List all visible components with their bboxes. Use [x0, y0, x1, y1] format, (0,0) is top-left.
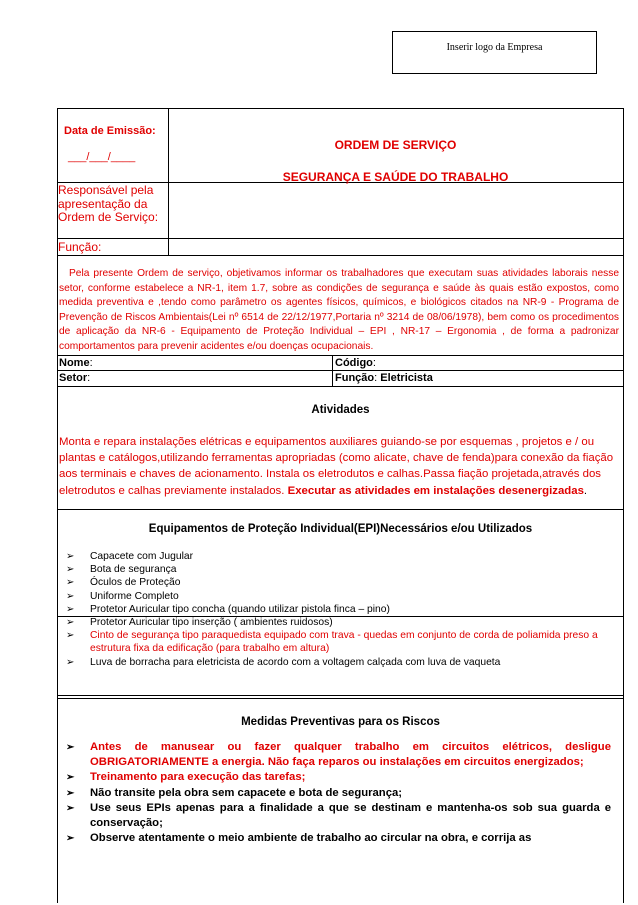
- epi-section: [58, 509, 623, 696]
- medida-item-text: Observe atentamente o meio ambiente de trabalho ao circular na obra, e corrija as: [90, 832, 532, 845]
- epi-item-text: Cinto de segurança tipo paraquedista equipado com trava - quedas em conjunto de corda de poliamida preso a estrutura fixa da edificação (para trabalho em altura): [90, 630, 598, 655]
- atividades-end: .: [583, 484, 588, 497]
- logo-placeholder: [392, 31, 597, 74]
- responsavel-label: Responsável pela apresentação da Ordem de Serviço:: [58, 183, 159, 224]
- arrow-bullet-icon: ➢: [66, 603, 75, 615]
- funcao-label: Função:: [58, 240, 102, 254]
- arrow-bullet-icon: ➢: [66, 630, 75, 642]
- arrow-bullet-icon: ➢: [66, 564, 75, 576]
- medida-item: [66, 786, 611, 801]
- medida-item: [66, 740, 611, 770]
- epi-item-text: Protetor Auricular tipo inserção ( ambientes ruidosos): [90, 617, 333, 629]
- arrow-bullet-icon: ➢: [66, 551, 75, 562]
- medida-item-text: Treinamento para execução das tarefas;: [90, 771, 306, 784]
- codigo-field: Código:: [335, 357, 376, 369]
- epi-list: [66, 550, 611, 669]
- setor-row: [58, 371, 623, 387]
- epi-item-text: Óculos de Proteção: [90, 577, 181, 589]
- medida-item-text: Use seus EPIs apenas para a finalidade a que se destinam e mantenha-os sob sua guarda e conservação;: [90, 801, 611, 830]
- epi-item: [66, 576, 611, 589]
- responsavel-row: [58, 183, 623, 239]
- arrow-bullet-icon: ➢: [66, 590, 75, 602]
- arrow-bullet-icon: ➢: [66, 617, 75, 629]
- funcao-field: Função: Eletricista: [335, 372, 433, 384]
- arrow-bullet-icon: ➢: [66, 656, 75, 668]
- atividades-warning: Executar as atividades em instalações desenergizadas: [287, 484, 584, 497]
- date-label: Data de Emissão:: [64, 125, 156, 137]
- atividades-description: Monta e repara instalações elétricas e equipamentos auxiliares guiando-se por esquemas , projetos e / ou plantas e catálogos,utilizando ferramentas apropriadas (como alicate, chave de fenda)para conexão da fiação aos terminais e chaves de acionamento. Instala os eletrodutos e calhas.Passa fiação projetada,através dos eletrodutos e calhas previamente instalados.: [59, 436, 614, 497]
- codigo-label: Código: [335, 357, 373, 369]
- arrow-bullet-icon: ➢: [66, 772, 75, 784]
- date-value: ___/___/____: [68, 151, 136, 163]
- nome-field: Nome:: [59, 357, 93, 369]
- epi-heading: Equipamentos de Proteção Individual(EPI)Necessários e/ou Utilizados: [148, 523, 533, 535]
- medidas-list: [66, 740, 611, 846]
- atividades-text: [59, 434, 619, 499]
- medida-item: [66, 770, 611, 785]
- service-order-form: [57, 108, 624, 903]
- nome-row: [58, 356, 623, 371]
- epi-item: [66, 656, 611, 669]
- logo-placeholder-text: Inserir logo da Empresa: [446, 42, 543, 53]
- funcao-row: [58, 239, 623, 256]
- atividades-heading: Atividades: [311, 404, 370, 416]
- epi-item: [66, 550, 611, 563]
- arrow-bullet-icon: ➢: [66, 742, 75, 753]
- header-row: [58, 109, 623, 183]
- epi-item-text: Protetor Auricular tipo concha (quando utilizar pistola finca – pino): [90, 603, 390, 615]
- intro-row: [58, 256, 623, 356]
- epi-item-text: Luva de borracha para eletricista de acordo com a voltagem calçada com luva de vaqueta: [90, 656, 501, 668]
- arrow-bullet-icon: ➢: [66, 577, 75, 589]
- medida-item-text: Não transite pela obra sem capacete e bota de segurança;: [90, 786, 403, 799]
- funcao-value: Eletricista: [380, 372, 433, 384]
- epi-item: [66, 603, 611, 616]
- medida-item: [66, 801, 611, 831]
- nome-label: Nome: [59, 357, 90, 369]
- epi-item: [66, 629, 611, 655]
- epi-item-text: Bota de segurança: [90, 564, 177, 576]
- medida-item-text: Antes de manusear ou fazer qualquer trabalho em circuitos elétricos, desligue OBRIGATORIAMENTE a energia. Não faça reparos ou instalações em circuitos energizados;: [90, 741, 611, 769]
- medidas-section: [58, 698, 623, 905]
- medida-item: [66, 831, 611, 846]
- setor-field: Setor:: [59, 372, 91, 384]
- medidas-heading: Medidas Preventivas para os Riscos: [241, 716, 440, 728]
- arrow-bullet-icon: ➢: [66, 787, 75, 799]
- document-subtitle: SEGURANÇA E SAÚDE DO TRABALHO: [282, 170, 509, 184]
- arrow-bullet-icon: ➢: [66, 833, 75, 845]
- document-title: ORDEM DE SERVIÇO: [334, 138, 457, 152]
- intro-text: Pela presente Ordem de serviço, objetivamos informar os trabalhadores que executam suas atividades laborais nesse setor, conforme estabelece a NR-1, item 1.7, sobre as condições de segurança e saúde às quais estão expostos, como medida preventiva e ,tendo como parâmetro os agentes físicos, químicos, e biológicos citados na NR-9 - Programa de Prevenção de Riscos Ambientais(Lei nº 6514 de 22/12/1977,Portaria nº 3214 de 08/06/1978), bem como os procedimentos de aplicação da NR-6 - Equipamento de Proteção Individual – EPI , NR-17 – Ergonomia , de forma a padronizar comportamentos para prevenir acidentes e/ou doenças ocupacionais.: [59, 268, 619, 352]
- epi-item: [66, 563, 611, 576]
- arrow-bullet-icon: ➢: [66, 802, 75, 814]
- setor-label: Setor: [59, 372, 88, 384]
- funcao-field-label: Função: [335, 372, 375, 384]
- epi-item-text: Capacete com Jugular: [90, 551, 194, 562]
- epi-item: [66, 616, 611, 629]
- epi-item: [66, 590, 611, 603]
- epi-item-text: Uniforme Completo: [90, 590, 179, 602]
